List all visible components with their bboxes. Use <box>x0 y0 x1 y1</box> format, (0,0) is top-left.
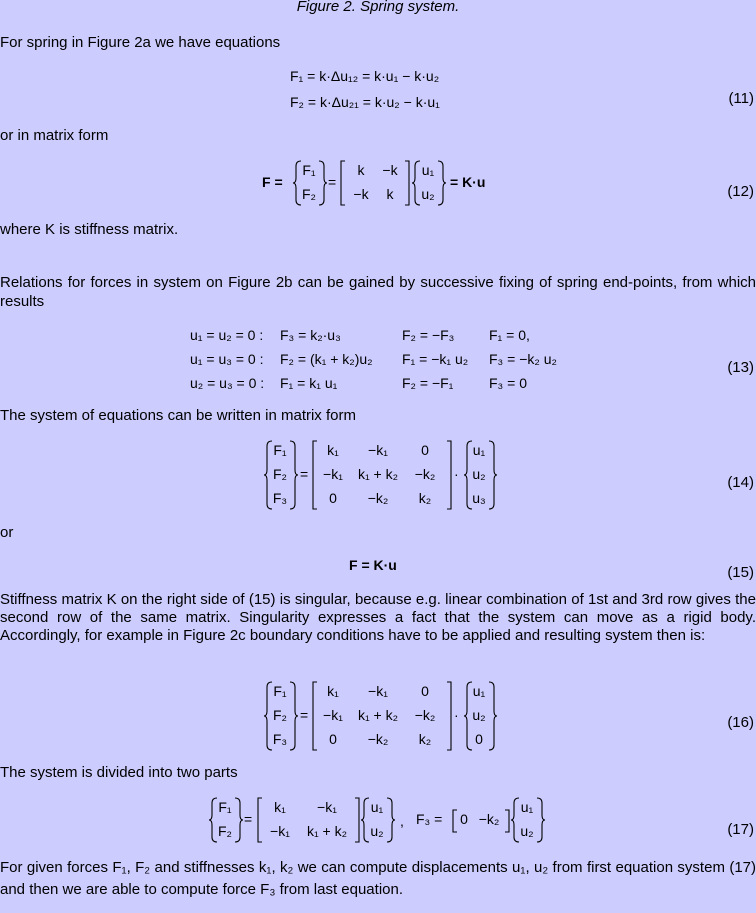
paragraph-stiffness: where K is stiffness matrix. <box>0 221 179 238</box>
paragraph-or: or <box>0 524 14 541</box>
eq17-brace-right <box>234 797 244 843</box>
eq14-brace-u-right <box>488 440 498 510</box>
eq12-m12: −k <box>382 162 398 178</box>
eq17-f3-label: F₃ = <box>416 811 443 827</box>
eq15-text: F = K·u <box>349 557 397 573</box>
eq14-u3: u₃ <box>472 490 486 506</box>
eq13-r2c1: u₁ = u₃ = 0 : <box>190 351 264 367</box>
eq16-u3: 0 <box>475 731 483 747</box>
eq13-r1c4: F₁ = 0, <box>489 327 530 343</box>
eq14-m12: −k₁ <box>368 442 388 458</box>
eq13-r2c3: F₁ = −k₁ u₂ <box>402 351 469 367</box>
eq16-m11: k₁ <box>327 683 339 699</box>
paragraph-system-matrix: The system of equations can be written in matrix form <box>0 407 356 424</box>
eq14-dot: · <box>454 466 459 482</box>
eq16-f3: F₃ <box>272 731 288 747</box>
eq12-m22: k <box>386 186 394 202</box>
eq17-u2-1: u₁ <box>520 799 534 815</box>
eq17-u2: u₂ <box>370 823 384 839</box>
eq14-number: (14) <box>727 474 754 491</box>
eq13-r3c1: u₂ = u₃ = 0 : <box>190 375 265 391</box>
eq16-m12: −k₁ <box>368 683 388 699</box>
eq14-m13: 0 <box>421 442 429 458</box>
eq14-m33: k₂ <box>418 490 432 506</box>
eq17-f1: F₁ <box>218 799 232 815</box>
eq17-u1: u₁ <box>370 799 384 815</box>
eq14-m23: −k₂ <box>414 466 436 482</box>
eq16-m21: −k₁ <box>323 707 343 723</box>
eq12-f2: F₂ <box>302 186 316 202</box>
eq12-m11: k <box>357 162 365 178</box>
eq17-row-c1: 0 <box>460 811 468 827</box>
eq16-number: (16) <box>727 714 754 731</box>
eq16-bracket-right <box>446 681 452 751</box>
eq14-f2: F₂ <box>273 466 287 482</box>
eq14 <box>263 438 503 512</box>
eq14-m22: k₁ + k₂ <box>357 466 399 482</box>
eq13-r1c1: u₁ = u₂ = 0 : <box>190 327 264 343</box>
paragraph-divided: The system is divided into two parts <box>0 764 238 781</box>
eq12-u1: u₁ <box>421 162 435 178</box>
eq12-brace-u-right <box>437 160 447 206</box>
eq17-m21: −k₁ <box>270 823 290 839</box>
eq12-bracket-right <box>404 160 410 206</box>
eq13-r2c2: F₂ = (k₁ + k₂)u₂ <box>280 351 373 367</box>
eq14-u1: u₁ <box>472 442 486 458</box>
eq16-dot: · <box>454 707 459 723</box>
eq12-m21: −k <box>353 186 369 202</box>
eq14-brace-right <box>289 440 299 510</box>
eq16-u2: u₂ <box>472 707 486 723</box>
eq14-f3: F₃ <box>272 490 288 506</box>
eq11-number: (11) <box>728 90 754 107</box>
eq13-r3c4: F₃ = 0 <box>489 375 527 391</box>
paragraph-matrix-form: or in matrix form <box>0 127 109 144</box>
eq12-f1: F₁ <box>302 162 316 178</box>
eq16-brace-right <box>289 681 299 751</box>
eq17-number: (17) <box>727 821 754 838</box>
eq16-f1: F₁ <box>273 683 287 699</box>
eq11-line2: F₂ = k·Δu₂₁ = k·u₂ − k·u₁ <box>290 94 440 110</box>
eq16-f2: F₂ <box>273 707 287 723</box>
eq16-m31: 0 <box>329 731 337 747</box>
paragraph-conclusion: For given forces F₁, F₂ and stiffnesses k₁, k₂ we can compute displacements u₁, u₂ from first equation system (17) and then we are able to compute force F₃ from last equation. <box>0 859 756 898</box>
eq14-m21: −k₁ <box>323 466 343 482</box>
eq12-brace-right <box>318 160 328 206</box>
eq12-lhs: F = <box>262 174 283 190</box>
figure-caption: Figure 2. Spring system. <box>296 0 460 15</box>
eq16 <box>263 679 503 753</box>
paragraph-intro: For spring in Figure 2a we have equations <box>0 34 281 51</box>
eq16-m33: k₂ <box>418 731 432 747</box>
eq17-u2-2: u₂ <box>520 823 534 839</box>
eq13-number: (13) <box>727 359 754 376</box>
eq17-brace-u-right <box>386 797 396 843</box>
eq17-separator: , <box>400 813 404 829</box>
eq12 <box>262 158 502 210</box>
eq16-u1: u₁ <box>472 683 486 699</box>
eq17-m11: k₁ <box>274 799 286 815</box>
eq12-equals: = <box>328 174 337 190</box>
eq16-m23: −k₂ <box>414 707 436 723</box>
eq17-brace-u2-right <box>536 797 546 843</box>
eq16-equals: = <box>300 707 309 723</box>
eq17-equals: = <box>244 811 253 827</box>
eq16-m32: −k₂ <box>367 731 389 747</box>
eq14-m32: −k₂ <box>367 490 389 506</box>
eq16-m13: 0 <box>421 683 429 699</box>
eq13-r1c3: F₂ = −F₃ <box>402 327 455 343</box>
eq13-r1c2: F₃ = k₂·u₃ <box>280 327 341 343</box>
eq16-m22: k₁ + k₂ <box>357 707 399 723</box>
eq13-r3c2: F₁ = k₁ u₁ <box>280 375 338 391</box>
eq14-m31: 0 <box>329 490 337 506</box>
eq16-brace-u-right <box>488 681 498 751</box>
paragraph-singular: Stiffness matrix K on the right side of (15) is singular, because e.g. linear combination of 1st and 3rd row gives the second row of the same matrix. Singularity expresses a fact that the system can move as a rigid body. Accordingly, for example in Figure 2c boundary conditions have to be applied and resulting system then is: <box>0 591 756 644</box>
eq14-u2: u₂ <box>472 466 486 482</box>
eq17-m22: k₁ + k₂ <box>306 823 348 839</box>
eq13-r3c3: F₂ = −F₁ <box>402 375 454 391</box>
eq17 <box>208 795 548 847</box>
eq17-f2: F₂ <box>218 823 232 839</box>
eq12-rhs: = K·u <box>450 174 486 190</box>
eq17-row-c2: −k₂ <box>478 811 500 827</box>
eq14-m11: k₁ <box>327 442 339 458</box>
eq14-bracket-right <box>446 440 452 510</box>
eq14-f1: F₁ <box>273 442 287 458</box>
paragraph-relations: Relations for forces in system on Figure 2b can be gained by successive fixing of spring end-points, from which results <box>0 274 756 310</box>
eq13-r2c4: F₃ = −k₂ u₂ <box>489 351 557 367</box>
eq11-line1: F₁ = k·Δu₁₂ = k·u₁ − k·u₂ <box>290 68 440 84</box>
eq15-number: (15) <box>727 564 754 581</box>
eq14-equals: = <box>300 466 309 482</box>
eq12-u2: u₂ <box>421 186 435 202</box>
eq12-number: (12) <box>727 183 754 200</box>
eq17-m12: −k₁ <box>317 799 337 815</box>
